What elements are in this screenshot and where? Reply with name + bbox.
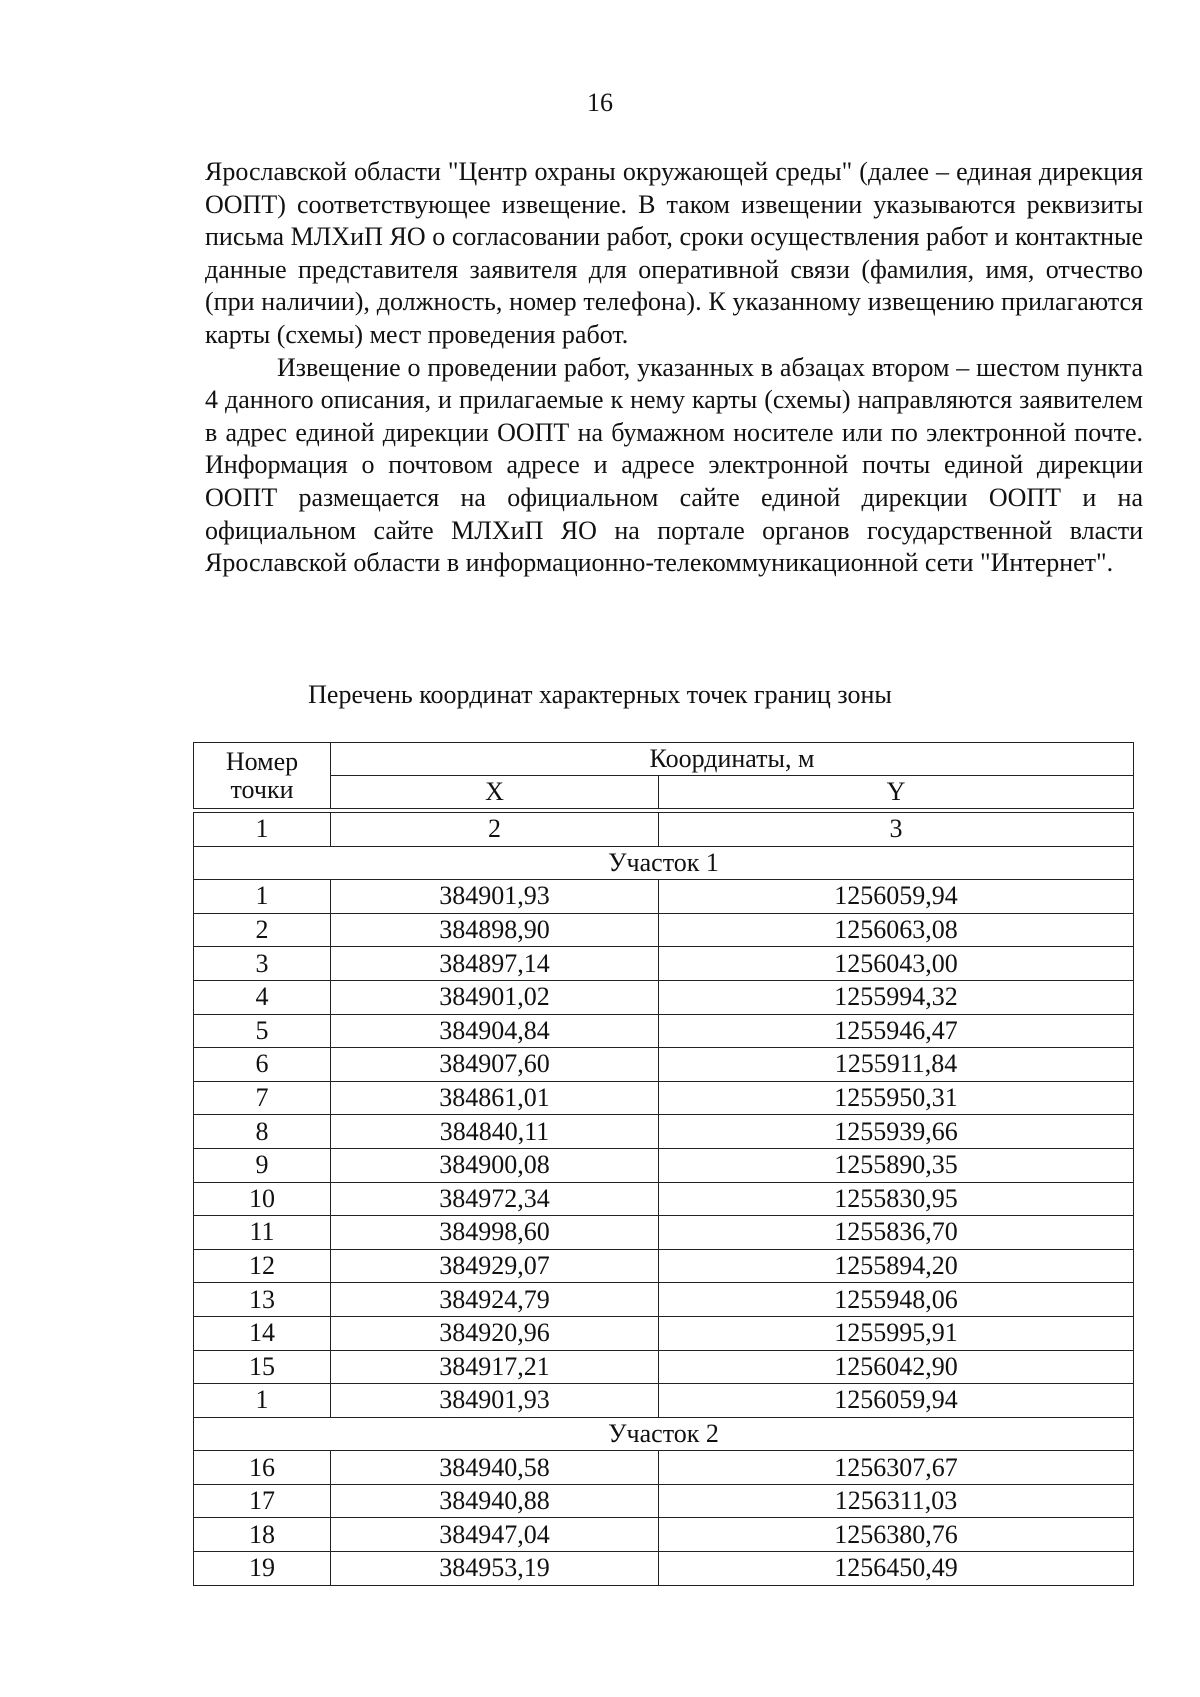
y-coordinate-cell: 1255894,20 [659,1249,1134,1283]
header-point-number-line2: точки [230,774,294,804]
table-row [194,980,1134,1014]
column-number: 3 [659,813,1134,847]
table-row [194,1048,1134,1082]
table-row [194,1014,1134,1048]
point-number-cell: 1 [194,880,331,914]
y-coordinate-cell: 1255948,06 [659,1283,1134,1317]
x-coordinate-cell: 384861,01 [331,1081,659,1115]
table-row [194,1216,1134,1250]
x-coordinate-cell: 384901,93 [331,880,659,914]
x-coordinate-cell: 384953,19 [331,1552,659,1586]
header-point-number-line1: Номер [225,746,299,776]
x-coordinate-cell: 384900,08 [331,1148,659,1182]
x-coordinate-cell: 384929,07 [331,1249,659,1283]
header-coordinates: Координаты, м [331,743,1134,776]
point-number-cell: 14 [194,1316,331,1350]
point-number-cell: 6 [194,1048,331,1082]
y-coordinate-cell: 1256063,08 [659,913,1134,947]
table-row [194,1316,1134,1350]
x-coordinate-cell: 384940,88 [331,1484,659,1518]
paragraph: Ярославской области "Центр охраны окружающей среды" (далее – единая дирекция ООПТ) соответствующее извещение. В таком извещении указываются реквизиты письма МЛХиП ЯО о согласовании работ, сроки осуществления работ и контактные данные представителя заявителя для оперативной связи (фамилия, имя, отчество (при наличии), должность, номер телефона). К указанному извещению прилагаются карты (схемы) мест проведения работ. [205,157,1143,349]
point-number-cell: 15 [194,1350,331,1384]
table-row [194,1518,1134,1552]
y-coordinate-cell: 1255950,31 [659,1081,1134,1115]
point-number-cell: 2 [194,913,331,947]
table-row [194,1384,1134,1418]
y-coordinate-cell: 1255830,95 [659,1182,1134,1216]
section-row [194,1417,1134,1451]
x-coordinate-cell: 384840,11 [331,1115,659,1149]
point-number-cell: 10 [194,1182,331,1216]
table-row [194,1249,1134,1283]
table-row [194,1451,1134,1485]
point-number-cell: 13 [194,1283,331,1317]
y-coordinate-cell: 1255836,70 [659,1216,1134,1250]
point-number-cell: 11 [194,1216,331,1250]
table-row [194,947,1134,981]
table-row [194,1081,1134,1115]
y-coordinate-cell: 1256043,00 [659,947,1134,981]
table-row [194,1182,1134,1216]
y-coordinate-cell: 1256450,49 [659,1552,1134,1586]
table-row [194,1115,1134,1149]
x-coordinate-cell: 384898,90 [331,913,659,947]
section-title: Участок 1 [194,846,1134,880]
y-coordinate-cell: 1256311,03 [659,1484,1134,1518]
table-row [194,880,1134,914]
y-coordinate-cell: 1256059,94 [659,1384,1134,1418]
y-coordinate-cell: 1256042,90 [659,1350,1134,1384]
x-coordinate-cell: 384924,79 [331,1283,659,1317]
y-coordinate-cell: 1256059,94 [659,880,1134,914]
point-number-cell: 9 [194,1148,331,1182]
point-number-cell: 5 [194,1014,331,1048]
point-number-cell: 7 [194,1081,331,1115]
y-coordinate-cell: 1255911,84 [659,1048,1134,1082]
x-coordinate-cell: 384917,21 [331,1350,659,1384]
x-coordinate-cell: 384904,84 [331,1014,659,1048]
x-coordinate-cell: 384940,58 [331,1451,659,1485]
section-title: Участок 2 [194,1417,1134,1451]
table-row [194,1350,1134,1384]
coordinates-table [193,742,1134,1586]
table-row [194,913,1134,947]
y-coordinate-cell: 1256307,67 [659,1451,1134,1485]
paragraph: Извещение о проведении работ, указанных в абзацах втором – шестом пункта 4 данного описания, и прилагаемые к нему карты (схемы) направляются заявителем в адрес единой дирекции ООПТ на бумажном носителе или по электронной почте. Информация о почтовом адресе и адресе электронной почты единой дирекции ООПТ размещается на официальном сайте единой дирекции ООПТ и на официальном сайте МЛХиП ЯО на портале органов государственной власти Ярославской области в информационно-телекоммуникационной сети "Интернет". [205,352,1143,578]
y-coordinate-cell: 1255939,66 [659,1115,1134,1149]
y-coordinate-cell: 1255995,91 [659,1316,1134,1350]
x-coordinate-cell: 384920,96 [331,1316,659,1350]
body-text [205,156,1143,580]
y-coordinate-cell: 1255946,47 [659,1014,1134,1048]
column-number: 1 [194,813,331,847]
x-coordinate-cell: 384901,02 [331,980,659,1014]
header-x: X [331,776,659,809]
y-coordinate-cell: 1255890,35 [659,1148,1134,1182]
x-coordinate-cell: 384907,60 [331,1048,659,1082]
point-number-cell: 19 [194,1552,331,1586]
point-number-cell: 1 [194,1384,331,1418]
point-number-cell: 12 [194,1249,331,1283]
header-point-number [194,743,331,809]
table-row [194,1552,1134,1586]
table-row [194,1148,1134,1182]
x-coordinate-cell: 384901,93 [331,1384,659,1418]
column-number: 2 [331,813,659,847]
table-title: Перечень координат характерных точек границ зоны [308,680,892,709]
x-coordinate-cell: 384947,04 [331,1518,659,1552]
page-number: 16 [587,88,613,117]
x-coordinate-cell: 384897,14 [331,947,659,981]
header-y: Y [659,776,1134,809]
table-row [194,1283,1134,1317]
x-coordinate-cell: 384998,60 [331,1216,659,1250]
x-coordinate-cell: 384972,34 [331,1182,659,1216]
point-number-cell: 4 [194,980,331,1014]
y-coordinate-cell: 1255994,32 [659,980,1134,1014]
point-number-cell: 18 [194,1518,331,1552]
point-number-cell: 16 [194,1451,331,1485]
section-row [194,846,1134,880]
point-number-cell: 8 [194,1115,331,1149]
table-row [194,1484,1134,1518]
point-number-cell: 17 [194,1484,331,1518]
point-number-cell: 3 [194,947,331,981]
y-coordinate-cell: 1256380,76 [659,1518,1134,1552]
